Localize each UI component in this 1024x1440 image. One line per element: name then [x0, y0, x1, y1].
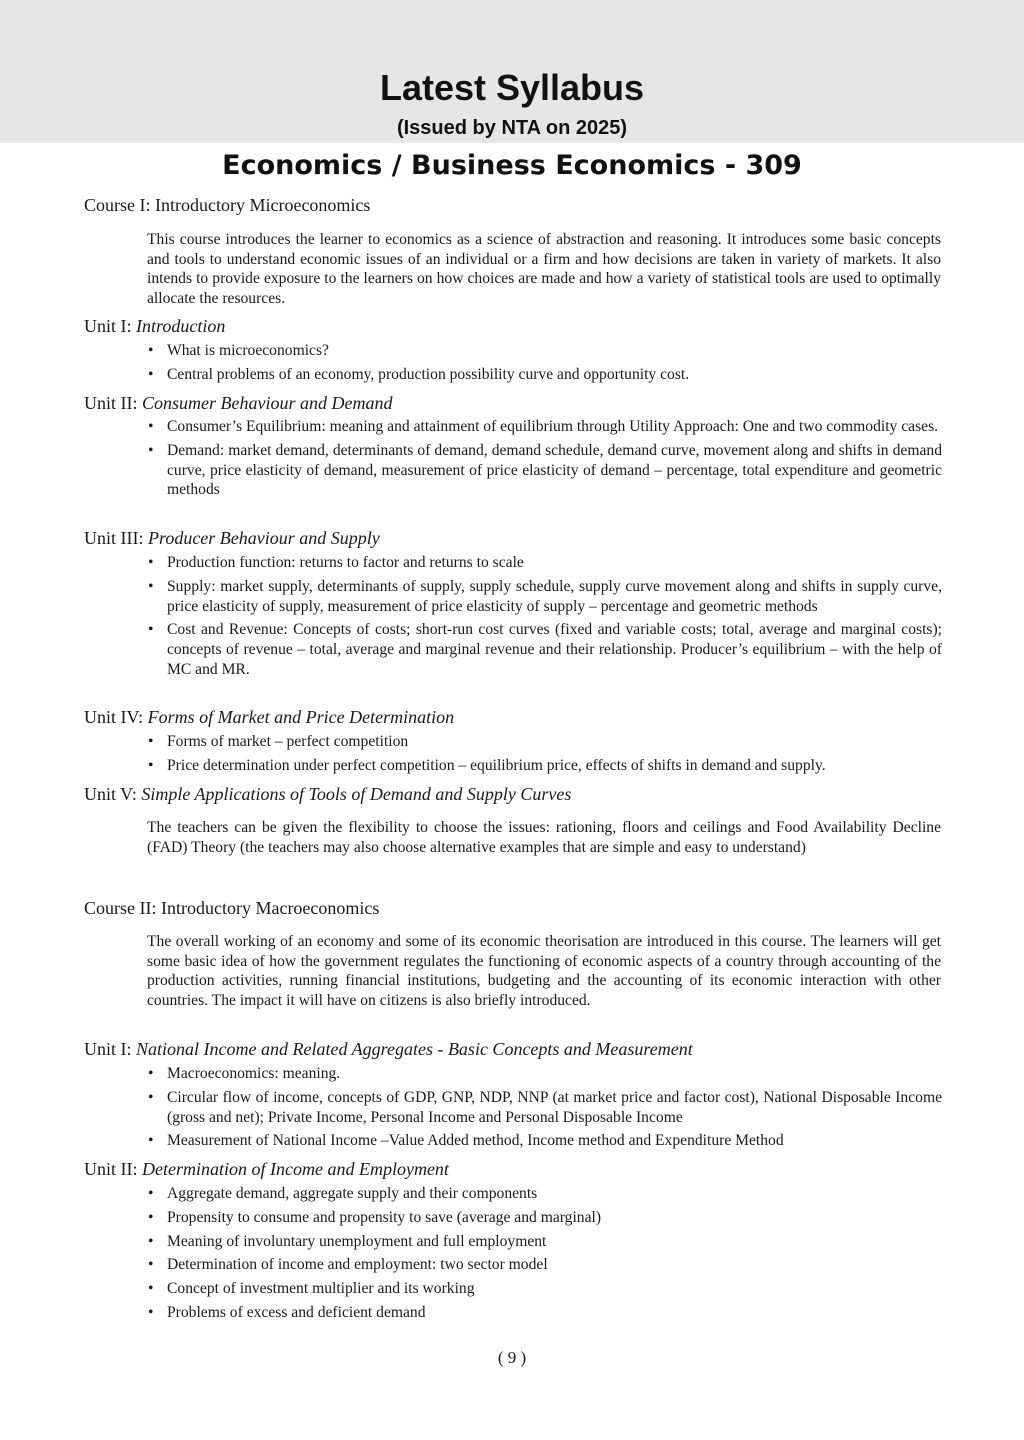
unit-5-text: The teachers can be given the flexibility to choose the issues: rationing, floors and ceilings and Food Availability Decline (FAD) Theory (the teachers may also choose alternative examples that are simple and easy to understand) — [147, 819, 941, 856]
bullet-icon: • — [148, 1088, 154, 1106]
bullet-icon: • — [148, 733, 154, 750]
list-item-text: Propensity to consume and propensity to save (average and marginal) — [167, 1208, 602, 1226]
page-subtitle: (Issued by NTA on 2025) — [396, 117, 628, 139]
list-item-text: Measurement of National Income –Value Added method, Income method and Expenditure Method — [167, 1132, 784, 1150]
bullet-icon: • — [148, 756, 154, 774]
list-item — [146, 417, 942, 437]
list-item — [146, 1088, 942, 1128]
header-banner — [0, 0, 1024, 143]
bullet-icon: • — [148, 1132, 154, 1150]
unit-heading — [84, 527, 380, 549]
list-item-text: Problems of excess and deficient demand — [167, 1303, 426, 1321]
unit-list — [146, 732, 942, 780]
bullet-icon: • — [148, 365, 154, 383]
unit-heading — [84, 1158, 449, 1180]
list-item — [146, 620, 942, 679]
unit-prefix: Unit IV: — [84, 707, 148, 727]
unit-title: National Income and Related Aggregates - Basic Concepts and Measurement — [136, 1039, 693, 1059]
unit-prefix: Unit III: — [84, 528, 148, 548]
course-1-intro: This course introduces the learner to economics as a science of abstraction and reasoning. It introduces some basic concepts and tools to understand economic issues of an individual or a firm and how decisions are taken in variety of markets. It also intends to provide exposure to the learners on how choices are made and how a variety of statistical tools are used to optimally allocate the resources. — [147, 231, 941, 307]
unit-heading — [84, 706, 454, 728]
list-item-text: What is microeconomics? — [167, 342, 329, 359]
list-item — [146, 441, 942, 500]
course-2-heading: Course II: Introductory Macroeconomics — [84, 898, 380, 918]
bullet-icon: • — [148, 621, 154, 639]
list-item-text: Cost and Revenue: Concepts of costs; short-run cost curves (fixed and variable costs; total, average and marginal costs); concepts of revenue – total, average and marginal revenue and their relationship. Producer’s equilibrium – with the help of MC and MR. — [167, 621, 942, 678]
unit-list — [146, 417, 942, 504]
unit-title: Producer Behaviour and Supply — [147, 528, 380, 548]
unit-prefix: Unit II: — [84, 393, 142, 413]
unit-heading — [84, 783, 571, 805]
list-item — [146, 1208, 942, 1228]
list-item — [146, 577, 942, 617]
bullet-icon: • — [148, 1256, 154, 1274]
unit-title: Determination of Income and Employment — [142, 1159, 449, 1179]
unit-prefix: Unit I: — [84, 316, 136, 336]
list-item — [146, 1255, 942, 1275]
bullet-icon: • — [148, 441, 154, 459]
list-item — [146, 365, 942, 385]
unit-heading — [84, 392, 392, 414]
list-item-text: Aggregate demand, aggregate supply and their components — [167, 1185, 538, 1202]
list-item — [146, 1184, 942, 1204]
list-item — [146, 553, 942, 573]
unit-prefix: Unit V: — [84, 784, 142, 804]
unit-list — [146, 341, 942, 389]
list-item — [146, 1131, 942, 1151]
list-item-text: Supply: market supply, determinants of supply, supply schedule, supply curve movement along and shifts in supply curve, price elasticity of supply, measurement of price elasticity of supply – percentage and geometric methods — [167, 577, 942, 615]
bullet-icon: • — [148, 1065, 154, 1082]
bullet-icon: • — [148, 1208, 154, 1226]
list-item-text: Concept of investment multiplier and its working — [167, 1280, 475, 1298]
unit-title: Simple Applications of Tools of Demand and Supply Curves — [141, 784, 572, 804]
bullet-icon: • — [148, 1232, 154, 1250]
course-1-heading: Course I: Introductory Microeconomics — [84, 195, 371, 215]
bullet-icon: • — [148, 418, 154, 435]
unit-title: Consumer Behaviour and Demand — [142, 393, 393, 413]
list-item — [146, 1064, 942, 1084]
bullet-icon: • — [148, 1185, 154, 1202]
list-item — [146, 732, 942, 752]
list-item-text: Meaning of involuntary unemployment and full employment — [167, 1232, 547, 1250]
list-item-text: Determination of income and employment: two sector model — [167, 1256, 548, 1274]
bullet-icon: • — [148, 577, 154, 595]
list-item — [146, 1279, 942, 1299]
list-item-text: Forms of market – perfect competition — [167, 733, 409, 750]
bullet-icon: • — [148, 1280, 154, 1298]
list-item-text: Price determination under perfect competition – equilibrium price, effects of shifts in demand and supply. — [167, 756, 826, 774]
list-item-text: Production function: returns to factor and returns to scale — [167, 554, 524, 571]
unit-heading — [84, 1038, 693, 1060]
page-number: ( 9 ) — [497, 1348, 527, 1367]
subject-heading: Economics / Business Economics - 309 — [222, 150, 802, 181]
unit-list — [146, 553, 942, 684]
list-item-text: Macroeconomics: meaning. — [167, 1065, 341, 1082]
list-item — [146, 756, 942, 776]
unit-prefix: Unit II: — [84, 1159, 142, 1179]
bullet-icon: • — [148, 342, 154, 359]
page-title: Latest Syllabus — [379, 67, 645, 108]
unit-list — [146, 1064, 942, 1155]
unit-prefix: Unit I: — [84, 1039, 136, 1059]
bullet-icon: • — [148, 554, 154, 571]
list-item — [146, 1303, 942, 1323]
unit-list — [146, 1184, 942, 1327]
unit-title: Forms of Market and Price Determination — [147, 707, 455, 727]
course-2-intro: The overall working of an economy and some of its economic theorisation are introduced in this course. The learners will get some basic idea of how the government regulates the functioning of economic aspects of a country through accounting of the production activities, running financial institutions, budgeting and the accounting of its economic interaction with other countries. The impact it will have on citizens is also briefly introduced. — [147, 933, 941, 1009]
list-item-text: Consumer’s Equilibrium: meaning and attainment of equilibrium through Utility Approach: One and two commodity cases. — [167, 418, 939, 435]
list-item — [146, 341, 942, 361]
unit-title: Introduction — [136, 316, 226, 336]
list-item-text: Circular flow of income, concepts of GDP, GNP, NDP, NNP (at market price and factor cost), National Disposable Income (gross and net); Private Income, Personal Income and Personal Disposable Income — [167, 1088, 942, 1126]
list-item — [146, 1232, 942, 1252]
bullet-icon: • — [148, 1303, 154, 1321]
list-item-text: Central problems of an economy, production possibility curve and opportunity cost. — [167, 365, 690, 383]
list-item-text: Demand: market demand, determinants of demand, demand schedule, demand curve, movement along and shifts in demand curve, price elasticity of demand, measurement of price elasticity of demand – percentage, total expenditure and geometric methods — [167, 441, 942, 499]
unit-heading — [84, 315, 225, 337]
